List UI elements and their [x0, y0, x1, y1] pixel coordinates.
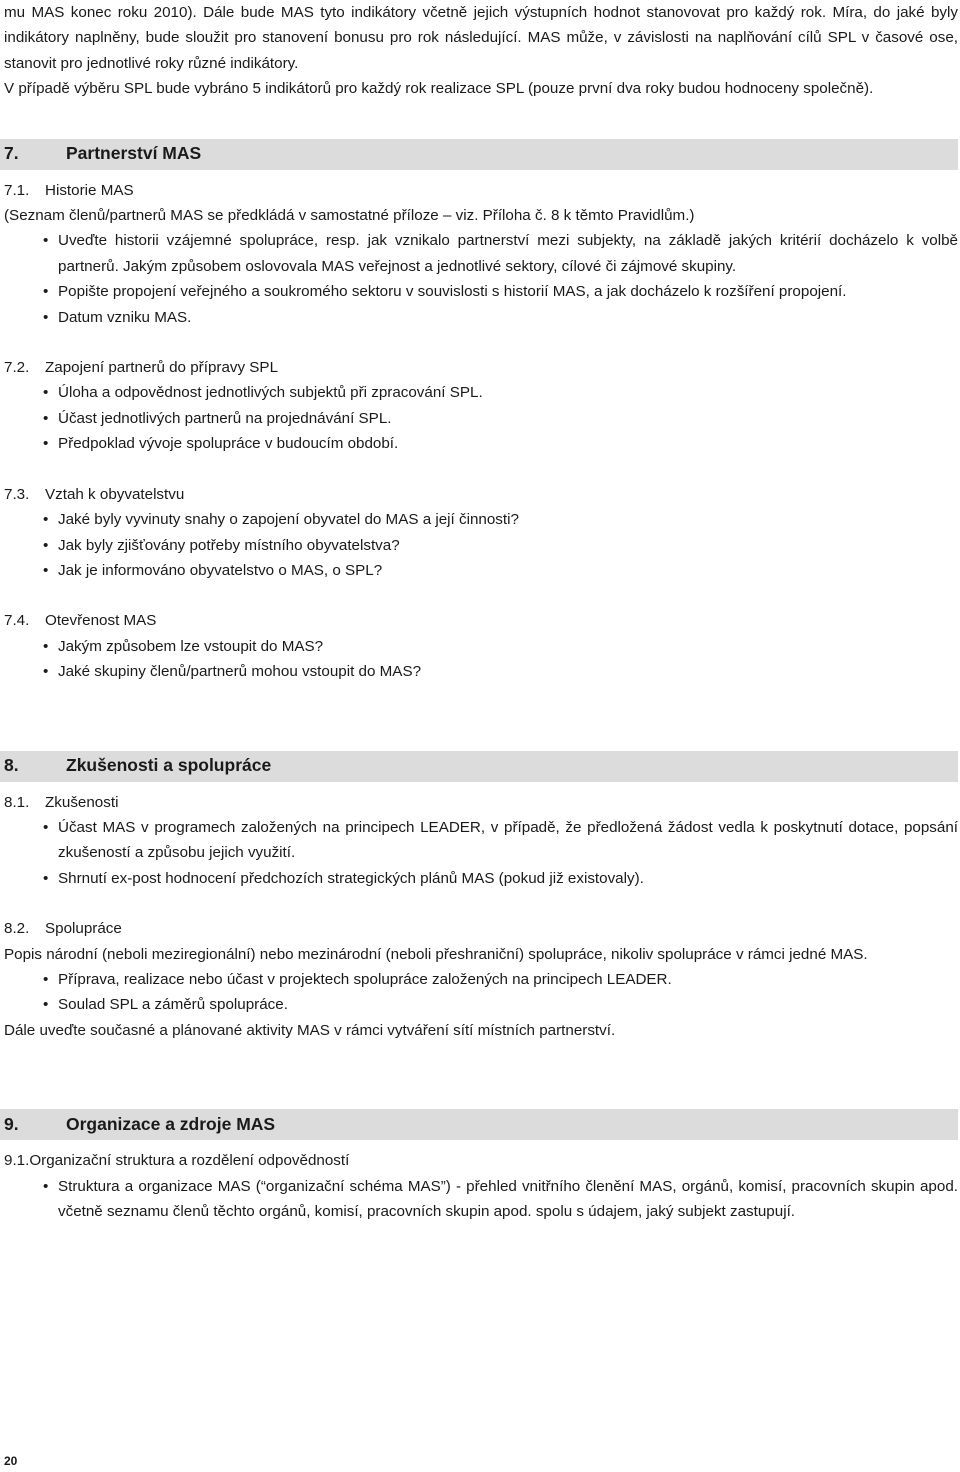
section-title: Partnerství MAS	[66, 143, 202, 164]
section-number: 9.	[4, 1113, 19, 1134]
list-item: • Jak byly zjišťovány potřeby místního obyvatelstva?	[4, 533, 958, 558]
subsection-number: 7.4.	[4, 612, 30, 630]
list-item: • Datum vzniku MAS.	[4, 305, 958, 330]
subsection-title: Otevřenost MAS	[45, 612, 157, 630]
list-item: • Účast jednotlivých partnerů na projednávání SPL.	[4, 406, 958, 431]
subsection-number: 8.1.	[4, 793, 30, 811]
subsection-title: Vztah k obyvatelstvu	[45, 485, 185, 503]
subsection-number: 9.1.	[4, 1152, 30, 1170]
subsection-title: Spolupráce	[45, 920, 122, 938]
list-item: • Soulad SPL a záměrů spolupráce.	[4, 992, 958, 1017]
list-item: • Úloha a odpovědnost jednotlivých subjektů při zpracování SPL.	[4, 380, 958, 405]
page-number: 20	[4, 1454, 18, 1468]
subsection-number: 7.3.	[4, 485, 30, 503]
list-item: • Jak je informováno obyvatelstvo o MAS, o SPL?	[4, 558, 958, 583]
subsection-number: 8.2.	[4, 920, 30, 938]
subsection-title: Zapojení partnerů do přípravy SPL	[45, 359, 279, 377]
list-item: • Shrnutí ex-post hodnocení předchozích strategických plánů MAS (pokud již existovaly).	[4, 866, 958, 891]
subsection-8-2-intro: Popis národní (neboli meziregionální) nebo mezinárodní (neboli přeshraniční) spolupráce, nikoliv spolupráce v rámci jedné MAS.	[4, 945, 868, 963]
subsection-title: Organizační struktura a rozdělení odpovědností	[29, 1152, 350, 1170]
document-page	[4, 0, 958, 1224]
section-number: 8.	[4, 755, 19, 776]
list-item: • Uveďte historii vzájemné spolupráce, resp. jak vznikalo partnerství mezi subjekty, na základě jakých kritérií docházelo k volbě partnerů. Jakým způsobem oslovovala MAS veřejnost a jednotlivé sektory, cílové či zájmové skupiny.	[4, 228, 958, 279]
subsection-8-2-outro: Dále uveďte současné a plánované aktivity MAS v rámci vytváření sítí místních partnerství.	[4, 1021, 616, 1039]
subsection-number: 7.1.	[4, 181, 30, 199]
subsection-9-1-heading	[4, 1148, 958, 1173]
list-item: • Předpoklad vývoje spolupráce v budoucím období.	[4, 431, 958, 456]
subsection-7-4-heading	[4, 608, 958, 633]
intro-paragraph-1: mu MAS konec roku 2010). Dále bude MAS tyto indikátory včetně jejich výstupních hodnot stanovovat pro každý rok. Míra, do jaké byly indikátory naplněny, bude sloužit pro stanovení bonusu pro rok následující. MAS může, v závislosti na naplňování cílů SPL v časové ose, stanovit pro jednotlivé roky různé indikátory.	[4, 4, 958, 72]
intro-paragraph-2: V případě výběru SPL bude vybráno 5 indikátorů pro každý rok realizace SPL (pouze první dva roky budou hodnoceny společně).	[4, 80, 874, 98]
list-item: • Jakým způsobem lze vstoupit do MAS?	[4, 634, 958, 659]
section-9-heading	[0, 1109, 958, 1140]
list-item: • Jaké byly vyvinuty snahy o zapojení obyvatel do MAS a její činnosti?	[4, 507, 958, 532]
subsection-7-2-list	[4, 380, 958, 456]
subsection-7-1-heading	[4, 178, 958, 203]
subsection-7-3-heading	[4, 482, 958, 507]
subsection-title: Historie MAS	[45, 181, 134, 199]
list-item: • Příprava, realizace nebo účast v projektech spolupráce založených na principech LEADER.	[4, 967, 958, 992]
section-title: Zkušenosti a spolupráce	[66, 755, 272, 776]
list-item: • Účast MAS v programech založených na principech LEADER, v případě, že předložená žádost vedla k poskytnutí dotace, popsání zkušeností a způsobu jejich využití.	[4, 815, 958, 866]
subsection-7-1-note: (Seznam členů/partnerů MAS se předkládá v samostatné příloze – viz. Příloha č. 8 k těmto Pravidlům.)	[4, 207, 695, 225]
section-title: Organizace a zdroje MAS	[66, 1113, 276, 1134]
subsection-8-1-heading	[4, 790, 958, 815]
subsection-7-1-list	[4, 228, 958, 330]
subsection-8-2-list	[4, 967, 958, 1018]
list-item: • Struktura a organizace MAS (“organizační schéma MAS”) - přehled vnitřního členění MAS, orgánů, komisí, pracovních skupin apod. včetně seznamu členů těchto orgánů, komisí, pracovních skupin apod. spolu s údajem, jaký subjekt zastupují.	[4, 1174, 958, 1225]
section-8-heading	[0, 751, 958, 782]
subsection-8-1-list	[4, 815, 958, 891]
subsection-7-3-list	[4, 507, 958, 583]
subsection-7-4-list	[4, 634, 958, 685]
subsection-7-2-heading	[4, 355, 958, 380]
subsection-8-2-heading	[4, 916, 958, 941]
subsection-number: 7.2.	[4, 359, 30, 377]
list-item: • Jaké skupiny členů/partnerů mohou vstoupit do MAS?	[4, 659, 958, 684]
list-item: • Popište propojení veřejného a soukromého sektoru v souvislosti s historií MAS, a jak docházelo k rozšíření propojení.	[4, 279, 958, 304]
section-7-heading	[0, 139, 958, 170]
section-number: 7.	[4, 143, 19, 164]
subsection-title: Zkušenosti	[45, 793, 119, 811]
subsection-9-1-list	[4, 1174, 958, 1225]
